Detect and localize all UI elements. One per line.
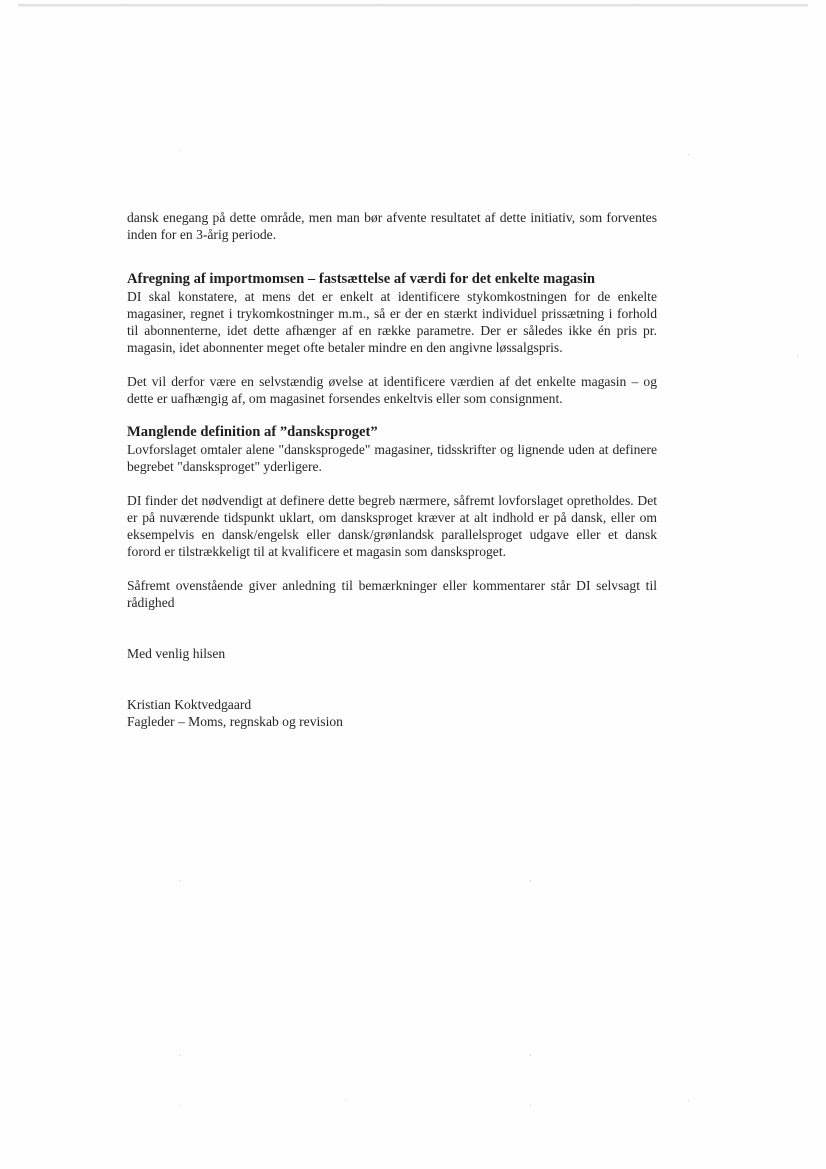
scan-speck (530, 1105, 531, 1106)
section-heading-import-vat: Afregning af importmomsen – fastsættelse af værdi for det enkelte magasin (127, 271, 596, 287)
scan-speck (688, 1100, 689, 1101)
definition-paragraph-1: Lovforslaget omtaler alene "dansksprogede" magasiner, tidsskrifter og lignende uden at definere begrebet "dansksproget" yderligere. (127, 442, 657, 474)
scan-speck (180, 880, 181, 881)
scan-speck (345, 1100, 346, 1101)
import-vat-paragraph-2: Det vil derfor være en selvstændig øvelse at identificere værdien af det enkelte magasin – og dette er uafhængig af, om magasinet forsendes enkeltvis eller som consignment. (127, 374, 657, 406)
scan-speck (530, 1055, 531, 1056)
closing-remark: Såfremt ovenstående giver anledning til bemærkninger eller kommentarer står DI selvsagt til rådighed (127, 578, 657, 610)
import-vat-paragraph-1: DI skal konstatere, at mens det er enkelt at identificere stykomkostningen for de enkelte magasiner, regnet i trykomkostninger m.m., så er der en stærkt individuel prissætning i forhold til abonnenterne, idet dette afhænger af en række parametre. Der er således ikke én pris pr. magasin, idet abonnenter meget ofte betaler mindre en den angivne løssalgspris. (127, 289, 657, 355)
scan-speck (530, 880, 531, 881)
scan-speck (180, 1055, 181, 1056)
salutation: Med venlig hilsen (127, 646, 226, 661)
scan-top-edge (18, 4, 808, 7)
scan-speck (180, 150, 181, 151)
scan-speck (688, 154, 689, 155)
scan-speck (797, 355, 798, 356)
scan-speck (180, 1105, 181, 1106)
signatory-name: Kristian Koktvedgaard (127, 697, 252, 712)
letter-body (127, 209, 657, 730)
intro-paragraph: dansk enegang på dette område, men man bør afvente resultatet af dette initiativ, som forventes inden for en 3-årig periode. (127, 210, 657, 242)
section-heading-definition: Manglende definition af ”dansksproget” (127, 424, 378, 440)
definition-paragraph-2: DI finder det nødvendigt at definere dette begreb nærmere, såfremt lovforslaget opretholdes. Det er på nuværende tidspunkt uklart, om dansksproget kræver at alt indhold er på dansk, eller om eksempelvis en dansk/engelsk eller dansk/grønlandsk parallelsproget udgave eller et dansk forord er tilstrækkeligt til at kvalificere et magasin som dansksproget. (127, 493, 657, 559)
signatory-title: Fagleder – Moms, regnskab og revision (127, 714, 343, 729)
